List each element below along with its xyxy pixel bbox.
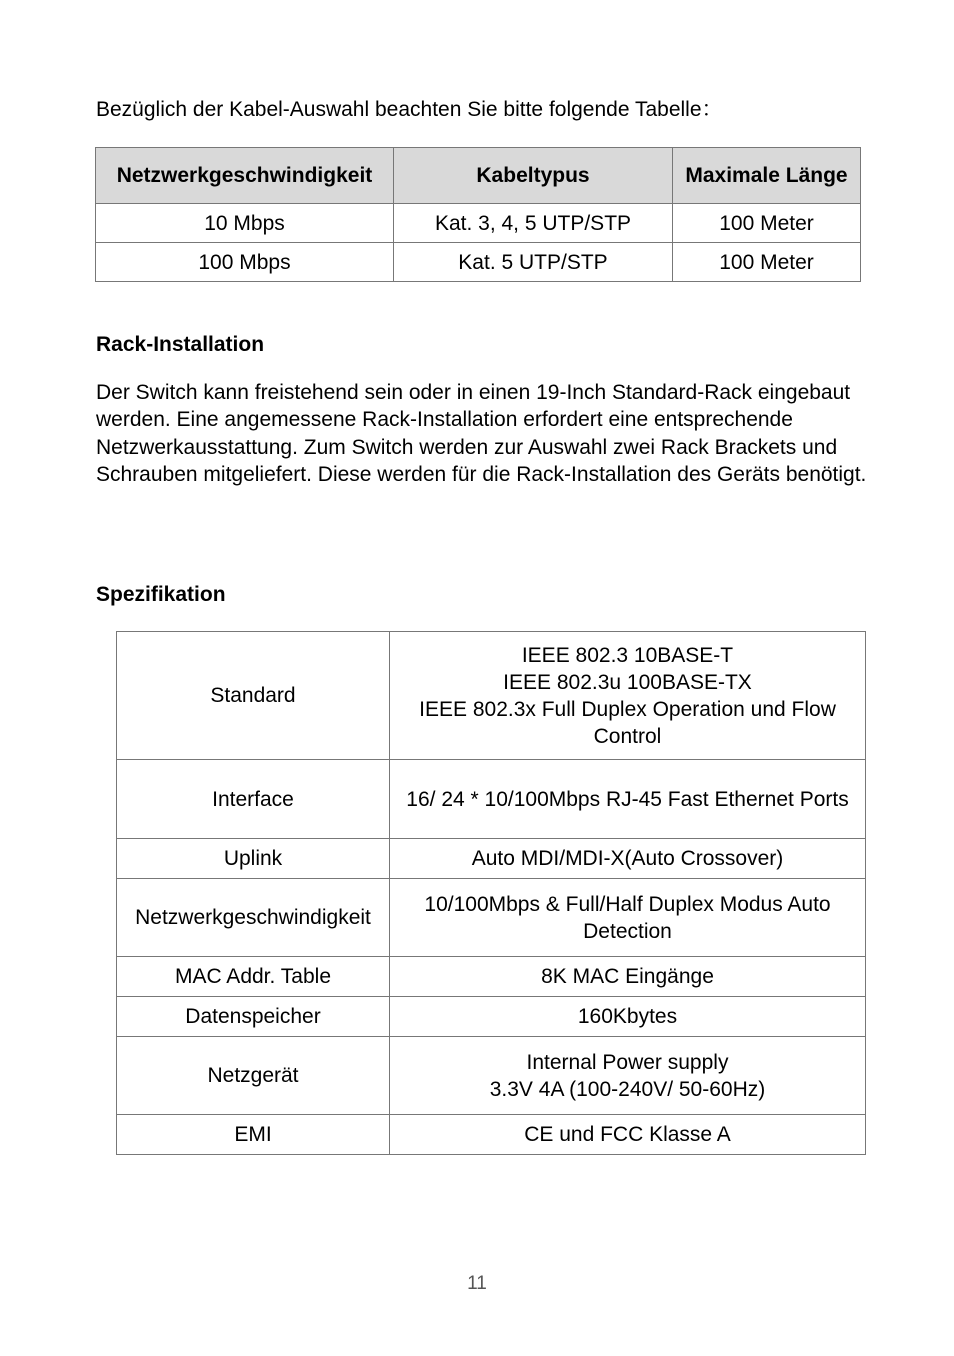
spec-key: Netzgerät [117,1037,390,1115]
table-row [117,879,866,957]
spec-key: EMI [117,1115,390,1155]
rack-heading: Rack-Installation [96,333,265,356]
spec-key: Standard [117,632,390,760]
rack-paragraph: Der Switch kann freistehend sein oder in einen 19-Inch Standard-Rack eingebaut werden. Eine angemessene Rack-Installation erfordert eine entsprechende Netzwerkausstattung. Zum Switch werden zur Auswahl zwei Rack Brackets und Schrauben mitgeliefert. Diese werden für die Rack-Installation des Geräts benötigt. [96,381,867,487]
spec-value [390,760,866,839]
spec-key: Uplink [117,839,390,879]
table-cell: 100 Meter [673,204,861,243]
table-row [117,1115,866,1155]
spec-value [390,879,866,957]
spec-value [390,1115,866,1155]
intro-text: Bezüglich der Kabel-Auswahl beachten Sie bitte folgende Tabelle： [96,98,723,121]
spec-value-line: 16/ 24 * 10/100Mbps RJ-45 Fast Ethernet Ports [406,787,849,811]
table-header-row [96,148,861,204]
spec-key: Datenspeicher [117,997,390,1037]
column-header: Netzwerkgeschwindigkeit [96,148,394,204]
table-cell: Kat. 3, 4, 5 UTP/STP [394,204,673,243]
table-row [117,997,866,1037]
table-row [96,243,861,282]
spec-value-line: 8K MAC Eingänge [541,965,714,988]
spec-key: MAC Addr. Table [117,957,390,997]
spec-table [116,631,866,1155]
spec-value [390,957,866,997]
spec-value-line: 10/100Mbps & Full/Half Duplex Modus Auto Detection [424,892,831,943]
spec-value [390,1037,866,1115]
spec-key: Interface [117,760,390,839]
spec-value [390,839,866,879]
spec-value-line: IEEE 802.3 10BASE-T [521,643,734,667]
column-header: Kabeltypus [394,148,673,204]
page-number: 11 [467,1273,487,1294]
table-row [117,1037,866,1115]
table-cell: 10 Mbps [96,204,394,243]
spec-value [390,997,866,1037]
column-header: Maximale Länge [673,148,861,204]
spec-value-line: Internal Power supply [526,1050,729,1074]
spec-heading: Spezifikation [96,583,226,606]
spec-key: Netzwerkgeschwindigkeit [117,879,390,957]
table-row [117,957,866,997]
table-row [117,632,866,760]
spec-value-line: IEEE 802.3x Full Duplex Operation und Flow Control [419,697,836,748]
table-row [117,839,866,879]
spec-value-line: Auto MDI/MDI-X(Auto Crossover) [471,847,784,870]
spec-value-line: IEEE 802.3u 100BASE-TX [503,670,752,694]
table-row [96,204,861,243]
table-cell: 100 Meter [673,243,861,282]
cable-table [95,147,861,282]
table-cell: Kat. 5 UTP/STP [394,243,673,282]
spec-value-line: CE und FCC Klasse A [524,1123,731,1146]
spec-value-line: 160Kbytes [577,1005,678,1028]
spec-value-line: 3.3V 4A (100-240V/ 50-60Hz) [489,1077,766,1101]
table-row [117,760,866,839]
table-cell: 100 Mbps [96,243,394,282]
spec-value [390,632,866,760]
